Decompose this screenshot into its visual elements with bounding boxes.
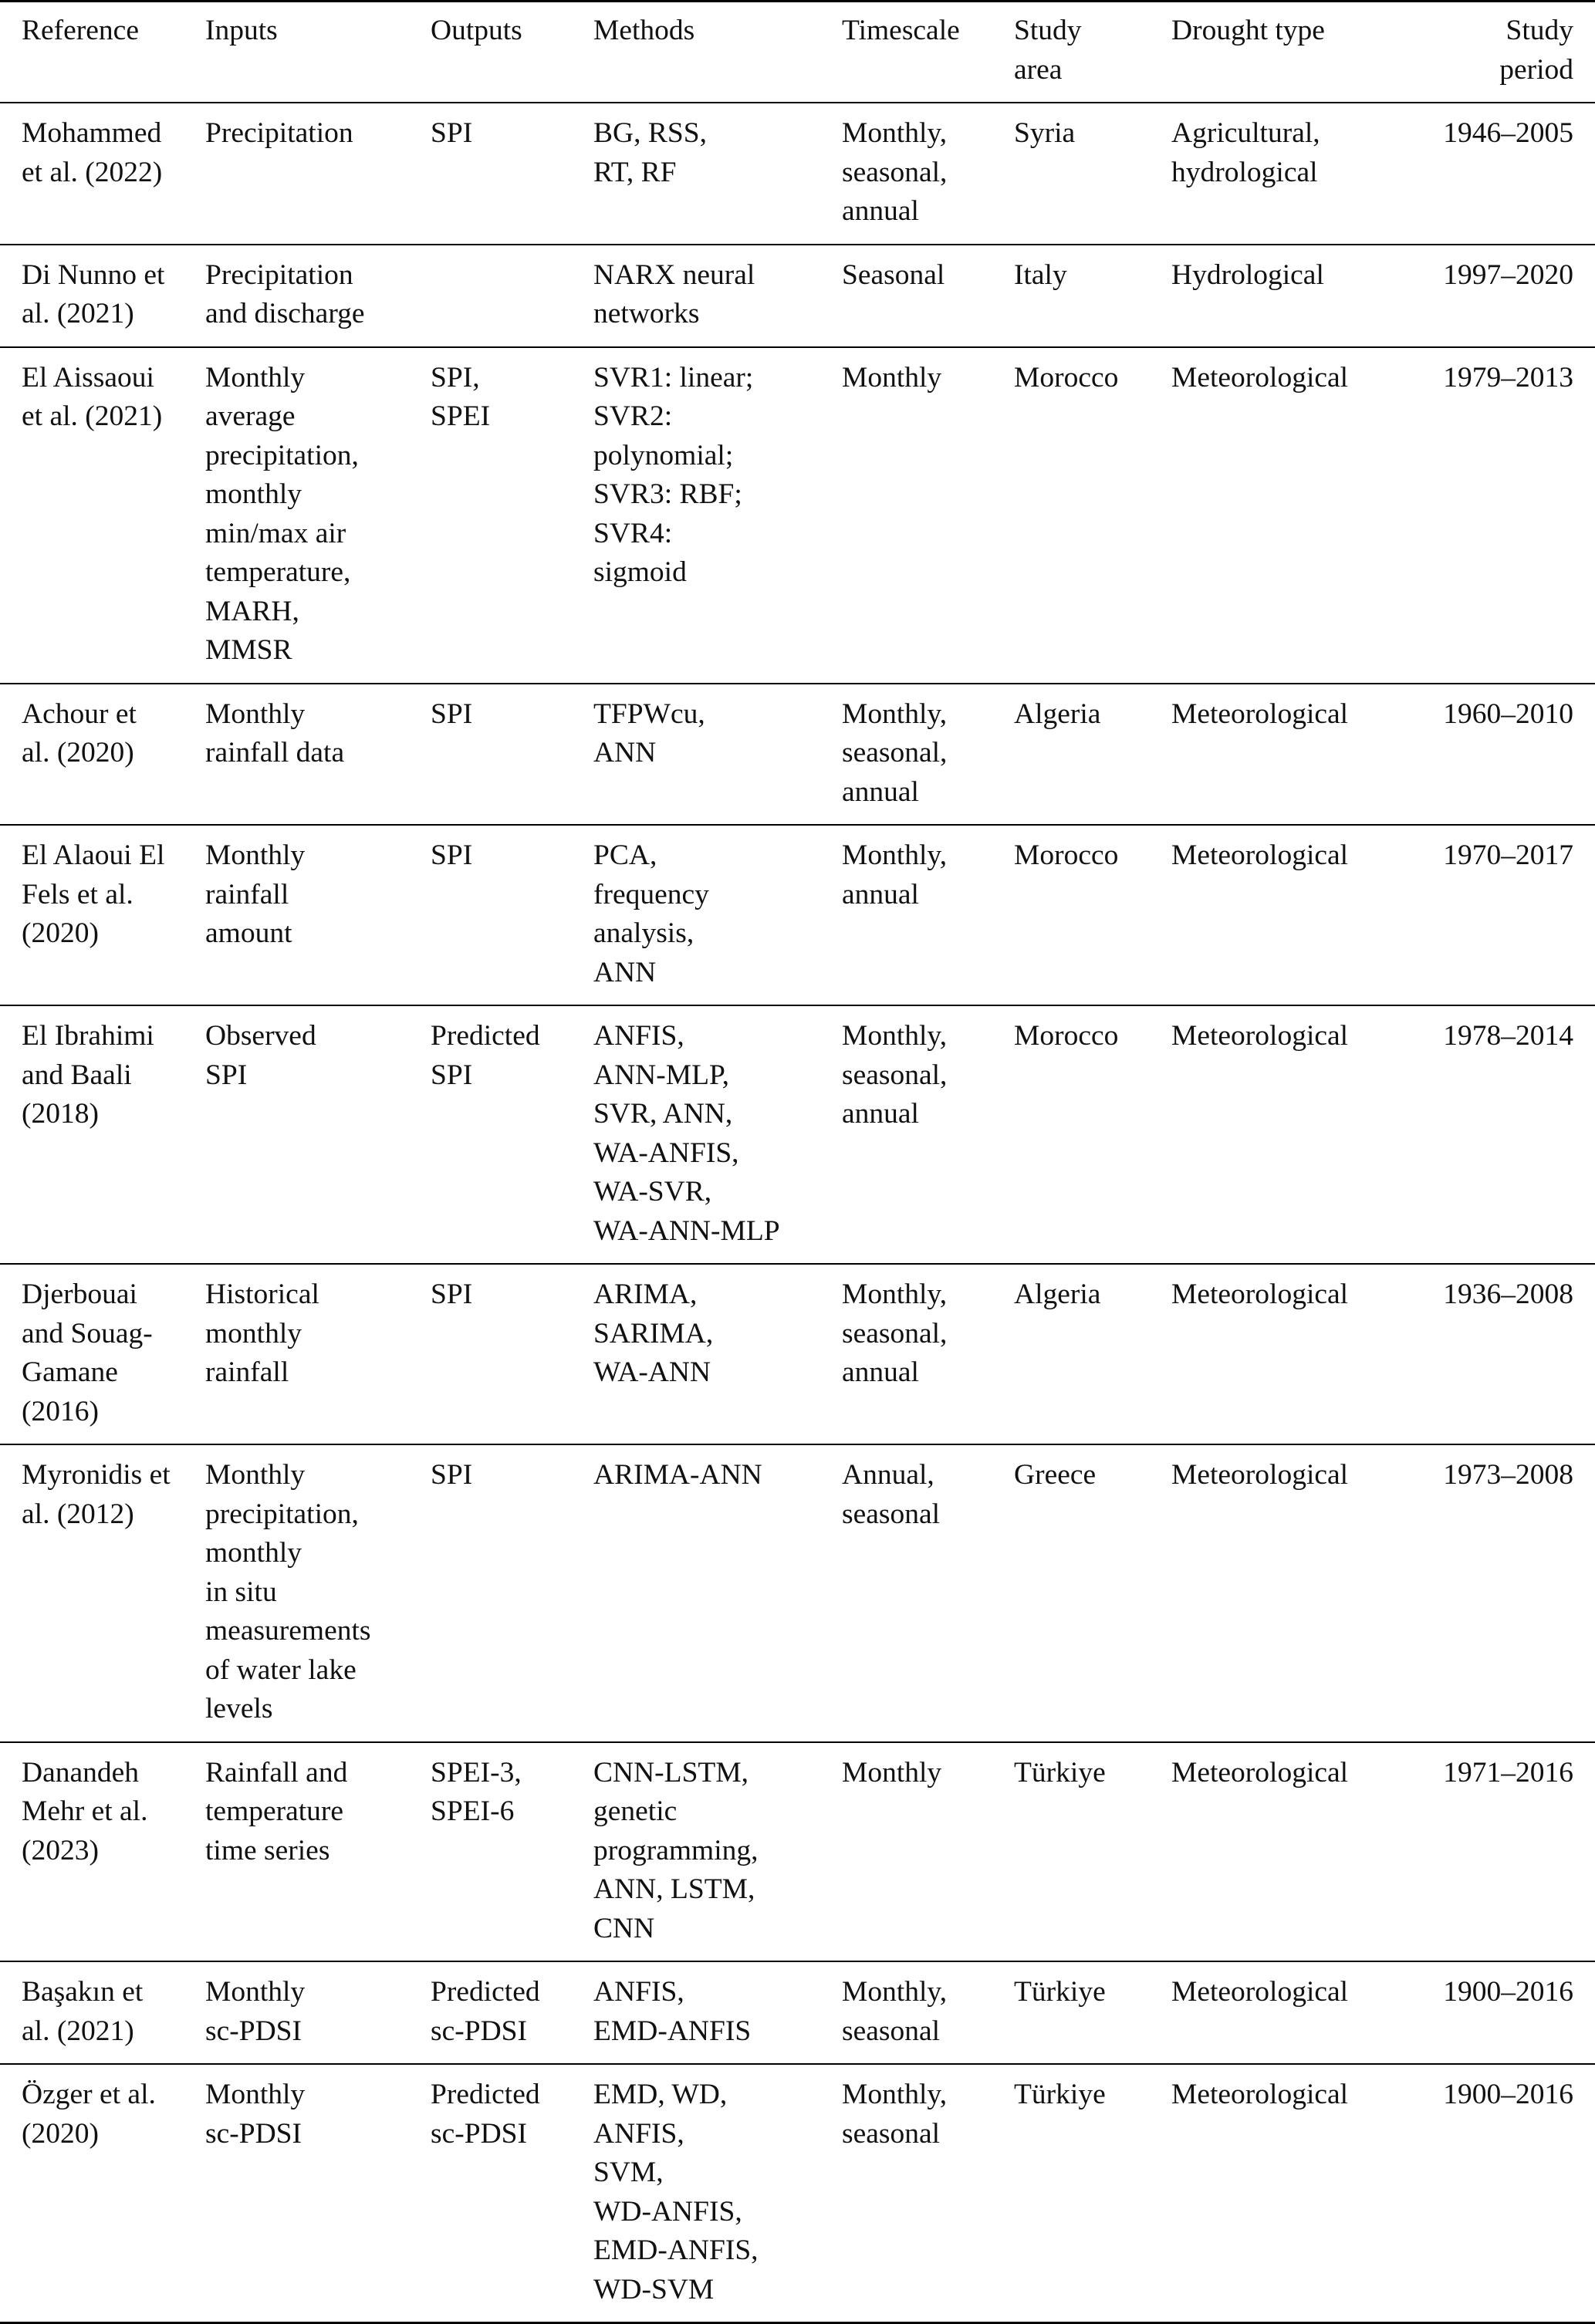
table-row — [0, 1444, 1595, 1742]
table-row — [0, 825, 1595, 1005]
cell-study-area: Türkiye — [1014, 2079, 1106, 2110]
cell-inputs: Monthly precipitation, monthly in situ measurements of water lake levels — [205, 1459, 371, 1724]
cell-methods: ANFIS, EMD-ANFIS — [593, 1976, 752, 2047]
cell-drought-type: Meteorological — [1171, 1459, 1349, 1491]
cell-study-period: 1979–2013 — [1443, 361, 1573, 394]
cell-methods: ARIMA, SARIMA, WA-ANN — [593, 1279, 714, 1388]
cell-outputs: SPI — [431, 1459, 473, 1491]
cell-drought-type: Meteorological — [1171, 1020, 1349, 1052]
cell-drought-type: Meteorological — [1171, 361, 1349, 394]
cell-study-area: Morocco — [1014, 1020, 1119, 1052]
cell-study-period: 1971–2016 — [1443, 1756, 1573, 1789]
cell-outputs: SPI — [431, 839, 473, 871]
cell-reference: Djerbouai and Souag- Gamane (2016) — [22, 1279, 153, 1427]
cell-drought-type: Hydrological — [1171, 258, 1324, 291]
cell-methods: BG, RSS, RT, RF — [593, 117, 707, 188]
cell-timescale: Monthly — [842, 361, 942, 394]
header-inputs: Inputs — [205, 15, 278, 46]
cell-timescale: Monthly, seasonal, annual — [842, 698, 948, 808]
cell-study-period: 1900–2016 — [1443, 1976, 1573, 2008]
table-row — [0, 1005, 1595, 1264]
cell-methods: EMD, WD, ANFIS, SVM, WD-ANFIS, EMD-ANFIS, WD-SVM — [593, 2079, 759, 2305]
cell-study-period: 1946–2005 — [1443, 117, 1573, 149]
header-timescale: Timescale — [842, 15, 960, 46]
cell-drought-type: Meteorological — [1171, 698, 1349, 730]
cell-drought-type: Meteorological — [1171, 839, 1349, 871]
cell-drought-type: Meteorological — [1171, 2079, 1349, 2110]
cell-outputs: SPI — [431, 117, 473, 149]
cell-timescale: Monthly, annual — [842, 839, 948, 910]
cell-study-area: Italy — [1014, 258, 1067, 291]
cell-study-period: 1970–2017 — [1443, 839, 1573, 871]
cell-reference: Myronidis et al. (2012) — [22, 1459, 171, 1530]
table-row — [0, 1742, 1595, 1962]
cell-outputs — [431, 245, 593, 347]
header-reference: Reference — [22, 15, 139, 46]
cell-outputs: SPI, SPEI — [431, 361, 491, 432]
cell-methods: SVR1: linear; SVR2: polynomial; SVR3: RBF; SVR4: sigmoid — [593, 361, 754, 588]
cell-outputs: Predicted SPI — [431, 1020, 540, 1091]
header-drought-type: Drought type — [1171, 15, 1325, 46]
cell-timescale: Monthly, seasonal — [842, 2079, 948, 2150]
cell-study-area: Algeria — [1014, 1279, 1101, 1310]
cell-study-area: Greece — [1014, 1459, 1097, 1491]
cell-inputs: Monthly average precipitation, monthly min/max air temperature, MARH, MMSR — [205, 361, 359, 666]
cell-drought-type: Meteorological — [1171, 1279, 1349, 1310]
cell-reference: Achour et al. (2020) — [22, 698, 137, 768]
cell-study-area: Algeria — [1014, 698, 1101, 730]
cell-inputs: Observed SPI — [205, 1020, 316, 1091]
cell-inputs: Precipitation and discharge — [205, 258, 365, 329]
cell-outputs: SPI — [431, 698, 473, 730]
cell-inputs: Monthly rainfall amount — [205, 839, 306, 949]
table-row — [0, 245, 1595, 347]
cell-timescale: Monthly, seasonal, annual — [842, 117, 948, 227]
cell-methods: TFPWcu, ANN — [593, 698, 705, 768]
table-row — [0, 347, 1595, 684]
cell-reference: Danandeh Mehr et al. (2023) — [22, 1756, 148, 1866]
cell-study-area: Morocco — [1014, 361, 1119, 394]
cell-inputs: Historical monthly rainfall — [205, 1279, 319, 1388]
cell-study-area: Morocco — [1014, 839, 1119, 871]
cell-outputs: SPI — [431, 1279, 473, 1310]
cell-methods: NARX neural networks — [593, 258, 755, 329]
table-header-row — [0, 2, 1595, 103]
cell-reference: Di Nunno et al. (2021) — [22, 258, 165, 329]
header-study-period: Study period — [1499, 15, 1573, 86]
header-study-area: Study area — [1014, 15, 1082, 86]
header-outputs: Outputs — [431, 15, 522, 46]
cell-outputs: SPEI-3, SPEI-6 — [431, 1756, 522, 1827]
cell-methods: ANFIS, ANN-MLP, SVR, ANN, WA-ANFIS, WA-SVR, WA-ANN-MLP — [593, 1020, 780, 1247]
cell-study-period: 1978–2014 — [1443, 1020, 1573, 1052]
cell-reference: Başakın et al. (2021) — [22, 1976, 144, 2047]
cell-timescale: Seasonal — [842, 258, 945, 291]
cell-drought-type: Agricultural, hydrological — [1171, 117, 1320, 188]
header-methods: Methods — [593, 15, 695, 46]
cell-reference: El Ibrahimi and Baali (2018) — [22, 1020, 154, 1130]
cell-inputs: Monthly sc-PDSI — [205, 1976, 306, 2047]
table-row — [0, 1961, 1595, 2064]
cell-timescale: Monthly, seasonal — [842, 1976, 948, 2047]
table-row — [0, 103, 1595, 245]
cell-reference: El Aissaoui et al. (2021) — [22, 361, 163, 432]
cell-study-period: 1960–2010 — [1443, 698, 1573, 730]
cell-methods: PCA, frequency analysis, ANN — [593, 839, 709, 988]
cell-study-area: Syria — [1014, 117, 1076, 149]
cell-reference: Özger et al. (2020) — [22, 2079, 156, 2150]
cell-study-period: 1997–2020 — [1443, 258, 1573, 291]
cell-outputs: Predicted sc-PDSI — [431, 2079, 540, 2150]
cell-inputs: Monthly rainfall data — [205, 698, 345, 768]
cell-methods: CNN-LSTM, genetic programming, ANN, LSTM, CNN — [593, 1756, 759, 1944]
cell-timescale: Monthly, seasonal, annual — [842, 1279, 948, 1388]
cell-timescale: Monthly — [842, 1756, 942, 1789]
cell-inputs: Rainfall and temperature time series — [205, 1756, 348, 1866]
cell-inputs: Monthly sc-PDSI — [205, 2079, 306, 2150]
cell-study-area: Türkiye — [1014, 1756, 1106, 1789]
cell-study-period: 1936–2008 — [1443, 1279, 1573, 1310]
table-row — [0, 1264, 1595, 1444]
cell-reference: El Alaoui El Fels et al. (2020) — [22, 839, 165, 949]
cell-outputs: Predicted sc-PDSI — [431, 1976, 540, 2047]
cell-methods: ARIMA-ANN — [593, 1459, 762, 1491]
cell-timescale: Monthly, seasonal, annual — [842, 1020, 948, 1130]
cell-study-period: 1900–2016 — [1443, 2079, 1573, 2110]
cell-drought-type: Meteorological — [1171, 1976, 1349, 2008]
cell-inputs: Precipitation — [205, 117, 353, 149]
cell-reference: Mohammed et al. (2022) — [22, 117, 163, 188]
table-row — [0, 2064, 1595, 2323]
table-row — [0, 684, 1595, 826]
cell-drought-type: Meteorological — [1171, 1756, 1349, 1789]
cell-timescale: Annual, seasonal — [842, 1459, 941, 1530]
cell-study-area: Türkiye — [1014, 1976, 1106, 2008]
cell-study-period: 1973–2008 — [1443, 1459, 1573, 1491]
